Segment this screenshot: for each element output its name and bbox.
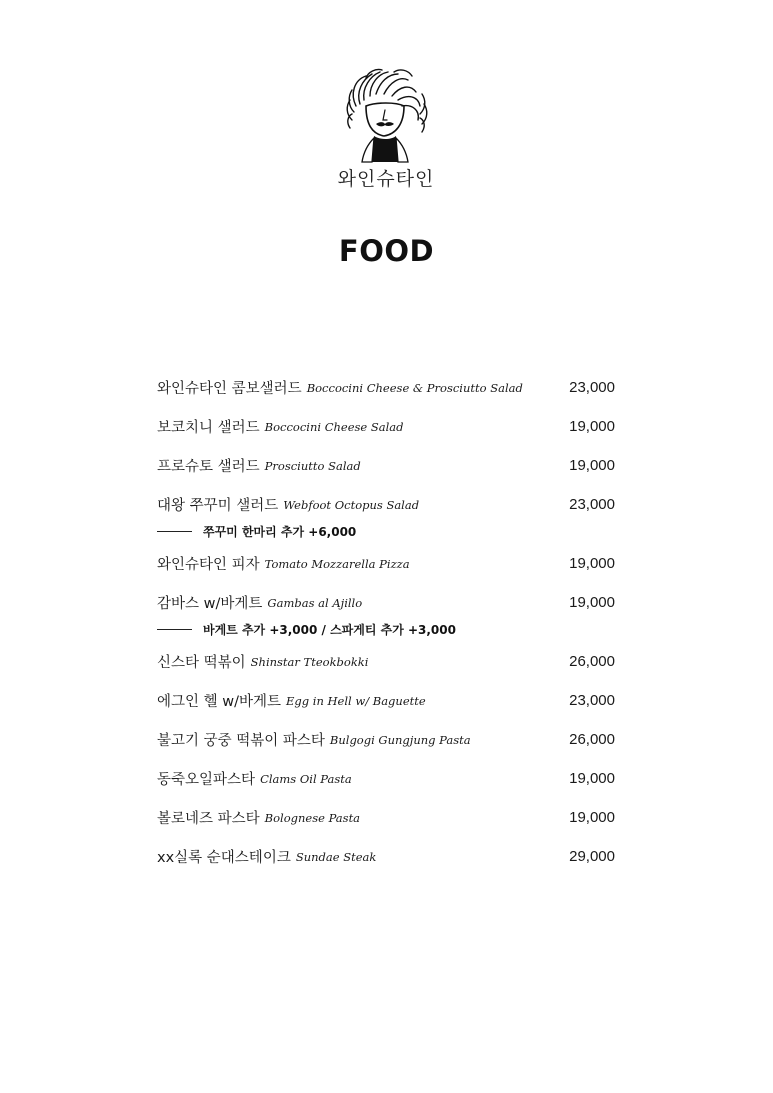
menu-item-korean-name: 대왕 쭈꾸미 샐러드: [157, 498, 279, 514]
menu-item-english-name: Clams Oil Pasta: [260, 771, 352, 786]
menu-item-english-name: Bolognese Pasta: [264, 810, 361, 825]
menu-item-price: 23,000: [569, 379, 615, 396]
menu-item-price: 19,000: [569, 594, 615, 611]
menu-item: [157, 642, 615, 681]
menu-item-english-name: Shinstar Tteokbokki: [250, 654, 369, 669]
menu-item-korean-name: 와인슈타인 콤보샐러드: [157, 381, 302, 397]
menu-item-english-name: Tomato Mozzarella Pizza: [264, 556, 410, 571]
menu-item-korean-name: 불고기 궁중 떡볶이 파스타: [157, 733, 325, 749]
menu-item-english-name: Webfoot Octopus Salad: [283, 497, 420, 512]
menu-item-english-name: Egg in Hell w/ Baguette: [286, 693, 426, 708]
menu-item-price: 23,000: [569, 692, 615, 709]
menu-item: [157, 837, 615, 876]
menu-item-price: 19,000: [569, 809, 615, 826]
menu-item-price: 19,000: [569, 555, 615, 572]
brand-logo: [336, 66, 436, 196]
menu-item: [157, 368, 615, 407]
menu-item: [157, 446, 615, 485]
menu-item-english-name: Prosciutto Salad: [264, 458, 361, 473]
menu-item-english-name: Boccocini Cheese Salad: [264, 419, 404, 434]
menu-item: [157, 759, 615, 798]
menu-item-english-name: Bulgogi Gungjung Pasta: [329, 732, 471, 747]
menu-item: [157, 407, 615, 446]
menu-item-korean-name: 에그인 헬 w/바게트: [157, 694, 282, 710]
note-dash-line: [157, 531, 192, 532]
brand-name: 와인슈타인: [337, 168, 435, 190]
menu-item-price: 19,000: [569, 770, 615, 787]
menu-item-korean-name: 와인슈타인 피자: [157, 557, 260, 573]
menu-item-price: 26,000: [569, 731, 615, 748]
menu-item-korean-name: 동죽오일파스타: [157, 772, 256, 788]
wine-stein-face-icon: [336, 66, 436, 166]
menu-item-price: 19,000: [569, 457, 615, 474]
menu-item: [157, 720, 615, 759]
menu-item-korean-name: xx실록 순대스테이크: [157, 850, 291, 866]
menu-list: [157, 368, 615, 876]
menu-item-price: 26,000: [569, 653, 615, 670]
menu-item-korean-name: 볼로네즈 파스타: [157, 811, 260, 827]
menu-item-english-name: Gambas al Ajillo: [267, 595, 363, 610]
menu-item-korean-name: 프로슈토 샐러드: [157, 459, 260, 475]
menu-item-price: 29,000: [569, 848, 615, 865]
menu-item: [157, 544, 615, 583]
menu-addon-note-text: 쭈꾸미 한마리 추가 +6,000: [203, 524, 357, 539]
menu-addon-note-text: 바게트 추가 +3,000 / 스파게티 추가 +3,000: [203, 622, 456, 637]
menu-item-price: 23,000: [569, 496, 615, 513]
menu-addon-note: [157, 518, 615, 544]
menu-item: [157, 798, 615, 837]
note-dash-line: [157, 629, 192, 630]
menu-item-price: 19,000: [569, 418, 615, 435]
page-title: FOOD: [338, 234, 435, 268]
menu-item-korean-name: 감바스 w/바게트: [157, 596, 263, 612]
menu-item-english-name: Boccocini Cheese & Prosciutto Salad: [306, 380, 523, 395]
menu-item: [157, 681, 615, 720]
menu-item-korean-name: 보코치니 샐러드: [157, 420, 260, 436]
menu-item-english-name: Sundae Steak: [295, 849, 377, 864]
menu-addon-note: [157, 616, 615, 642]
menu-item-korean-name: 신스타 떡볶이: [157, 655, 246, 671]
